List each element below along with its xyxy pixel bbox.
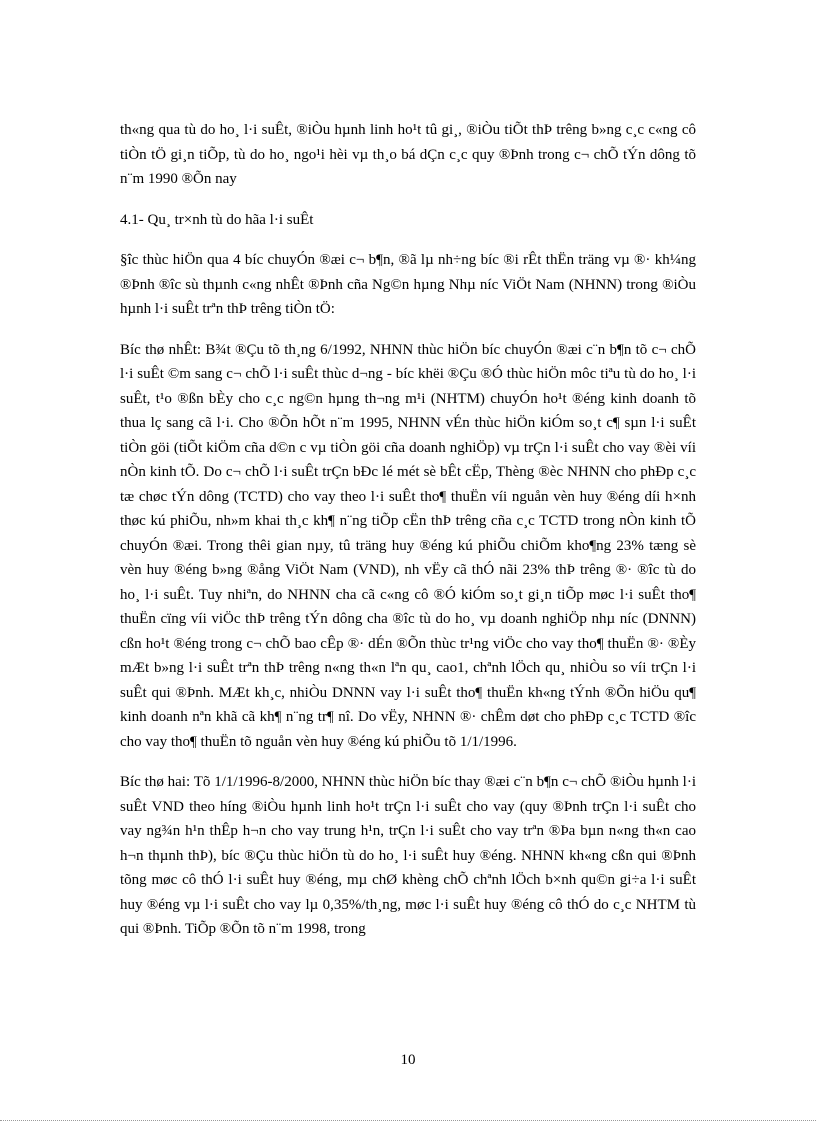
page-number: 10 [400,1052,416,1068]
section-heading-4-1: 4.1- Qu¸ tr×nh tù do hãa l·i suÊt [120,211,314,228]
paragraph-overview: §îc thùc hiÖn qua 4 bíc chuyÓn ®æi c¬ b¶n, ®ã lµ nh÷ng bíc ®i rÊt thËn träng vµ ®· kh¼ng ®Þnh ®îc sù thµnh c«ng nhÊt ®Þnh cña Ng©n hµng Nhµ níc ViÖt Nam (NHNN) trong ®iÒu hµnh l·i suÊt trªn thÞ trêng tiÒn tÖ: [120,252,696,317]
paragraph-step-one: Bíc thø nhÊt: B¾t ®Çu tõ th¸ng 6/1992, NHNN thùc hiÖn bíc chuyÓn ®æi c¨n b¶n tõ c¬ chÕ l·i suÊt ©m sang c¬ chÕ l·i suÊt thùc d¬ng - bíc khëi ®Çu ®Ó thùc hiÖn môc tiªu tù do ho¸ l·i suÊt, t¹o ®ßn bÈy cho c¸c ng©n hµng th¬ng m¹i (NHTM) chuyÓn ho¹t ®éng kinh doanh tõ thua lç sang cã l·i. Cho ®Õn hÕt n¨m 1995, NHNN vÉn thùc hiÖn kiÓm so¸t c¶ sµn l·i suÊt tiÒn göi (tiÕt kiÖm cña d©n c vµ tiÒn göi cña doanh nghiÖp) vµ trÇn l·i suÊt cho vay ®èi víi nÒn kinh tÕ. Do c¬ chÕ l·i suÊt trÇn bÐc lé mét sè bÊt cËp, Thèng ®èc NHNN cho phÐp c¸c tæ chøc tÝn dông (TCTD) cho vay theo l·i suÊt tho¶ thuËn víi nguån vèn huy ®éng díi h×nh thøc kú phiÕu, nh»m khai th¸c kh¶ n¨ng tiÕp cËn thÞ trêng cña c¸c TCTD trong nÒn kinh tÕ chuyÓn ®æi. Trong thêi gian nµy, tû träng huy ®éng kú phiÕu chiÕm kho¶ng 23% tæng sè vèn huy ®éng b»ng ®ång ViÖt Nam (VND), nh vËy cã thÓ nãi 23% thÞ trêng ®· ®îc tù do ho¸ l·i suÊt. Tuy nhiªn, do NHNN cha cã c«ng cô ®Ó kiÓm so¸t gi¸n tiÕp møc l·i suÊt tho¶ thuËn cïng víi viÖc thÞ trêng tÝn dông cha ®îc tù do ho¸ vµ doanh nghiÖp nhµ níc (DNNN) cßn ho¹t ®éng trong c¬ chÕ bao cÊp ®· dÉn ®Õn thùc tr¹ng viÖc cho vay tho¶ thuËn ®· ®Èy mÆt b»ng l·i suÊt trªn thÞ trêng n«ng th«n lªn qu¸ cao1, chªnh lÖch qu¸ nhiÒu so víi trÇn l·i suÊt qui ®Þnh. MÆt kh¸c, nhiÒu DNNN vay l·i suÊt tho¶ thuËn kh«ng tÝnh ®Õn hiÖu qu¶ kinh doanh nªn khã cã kh¶ n¨ng tr¶ nî. Do vËy, NHNN ®· chÊm døt cho phÐp c¸c TCTD ®îc cho vay tho¶ thuËn tõ nguån vèn huy ®éng kú phiÕu tõ 1/1/1996. [120,341,696,750]
body-text [120,118,696,958]
paragraph-intro-continuation: th«ng qua tù do ho¸ l·i suÊt, ®iÒu hµnh linh ho¹t tû gi¸, ®iÒu tiÕt thÞ trêng b»ng c¸c c«ng cô tiÒn tÖ gi¸n tiÕp, tù do ho¸ ngo¹i hèi vµ th¸o bá dÇn c¸c quy ®Þnh trong c¬ chÕ tÝn dông tõ n¨m 1990 ®Õn nay [120,122,696,187]
page-bottom-divider [0,1120,816,1121]
paragraph-step-two: Bíc thø hai: Tõ 1/1/1996-8/2000, NHNN thùc hiÖn bíc thay ®æi c¨n b¶n c¬ chÕ ®iÒu hµnh l·i suÊt VND theo híng ®iÒu hµnh linh ho¹t trÇn l·i suÊt cho vay (quy ®Þnh trÇn l·i suÊt cho vay ng¾n h¹n thÊp h¬n cho vay trung h¹n, trÇn l·i suÊt cho vay trªn ®Þa bµn n«ng th«n cao h¬n thµnh thÞ), bíc ®Çu thùc hiÖn tù do ho¸ l·i suÊt huy ®éng. NHNN kh«ng cßn qui ®Þnh tõng møc cô thÓ l·i suÊt huy ®éng, mµ chØ khèng chÕ chªnh lÖch b×nh qu©n gi÷a l·i suÊt huy ®éng vµ l·i suÊt cho vay lµ 0,35%/th¸ng, møc l·i suÊt huy ®éng cô thÓ do c¸c NHTM tù qui ®Þnh. TiÕp ®Õn tõ n¨m 1998, trong [120,774,696,937]
